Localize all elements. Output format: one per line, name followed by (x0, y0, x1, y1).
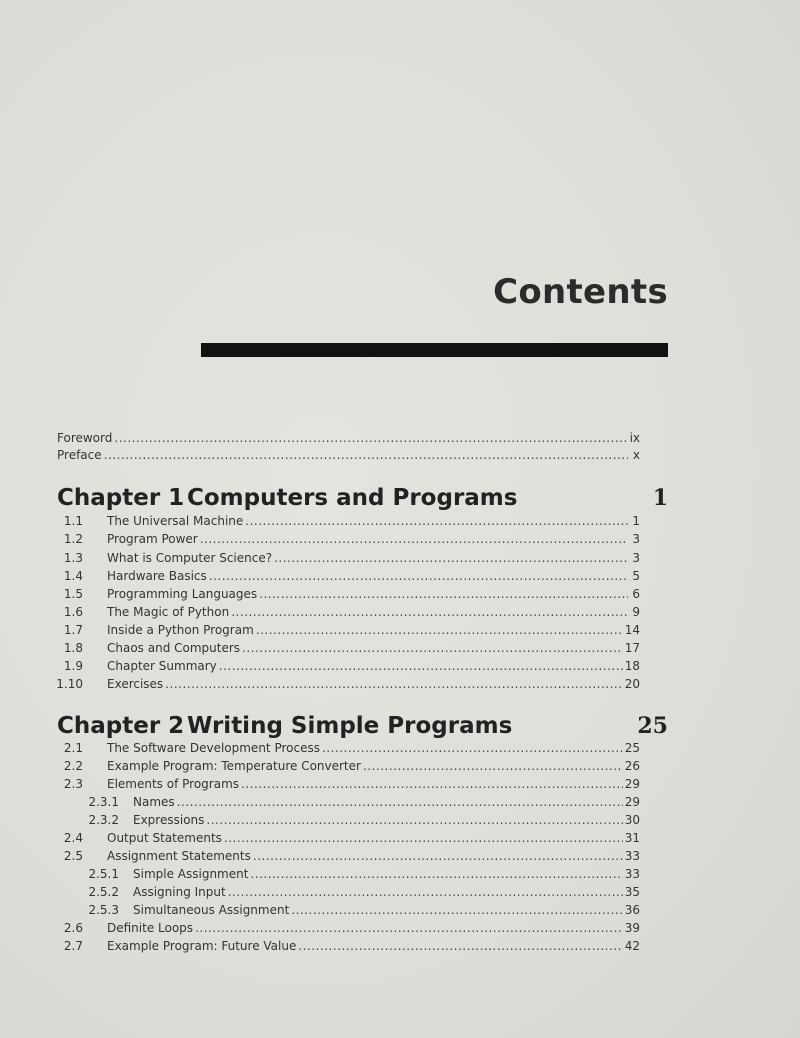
section-page: 33 (624, 867, 640, 881)
section-number: 1.1 (63, 514, 83, 528)
toc-entry-2-5-2[interactable] (55, 885, 640, 903)
section-number: 1.4 (63, 569, 83, 583)
dot-leader (195, 921, 623, 935)
toc-entry-1-5[interactable] (55, 587, 640, 605)
chapter-title: Computers and Programs (187, 485, 518, 511)
dot-leader (114, 431, 627, 445)
toc-entry-1-9[interactable] (55, 659, 640, 677)
dot-leader (200, 532, 628, 546)
toc-entry-2-7[interactable] (55, 939, 640, 957)
section-page: 39 (624, 921, 640, 935)
section-title: Example Program: Temperature Converter (107, 759, 361, 773)
section-number: 1.6 (63, 605, 83, 619)
section-page: 18 (624, 659, 640, 673)
chapter-title: Writing Simple Programs (187, 713, 513, 739)
section-page: 31 (624, 831, 640, 845)
dot-leader (274, 551, 628, 565)
toc-entry-1-1[interactable] (55, 514, 640, 532)
chapter-heading-2[interactable] (57, 713, 668, 741)
section-number: 1.8 (63, 641, 83, 655)
dot-leader (209, 569, 628, 583)
page-title: Contents (493, 272, 668, 312)
toc-entry-2-3-2[interactable] (55, 813, 640, 831)
section-number: 1.5 (63, 587, 83, 601)
toc-entry-2-5[interactable] (55, 849, 640, 867)
section-title: Chapter Summary (107, 659, 217, 673)
section-number: 2.2 (63, 759, 83, 773)
toc-entry-1-3[interactable] (55, 551, 640, 569)
section-page: 3 (632, 551, 640, 565)
section-number: 1.10 (56, 677, 83, 691)
entry-title: Preface (57, 448, 102, 462)
section-title: The Universal Machine (107, 514, 244, 528)
section-page: 29 (624, 777, 640, 791)
dot-leader (241, 777, 623, 791)
section-title: Simultaneous Assignment (133, 903, 290, 917)
entry-page: ix (629, 431, 640, 445)
toc-entry-2-4[interactable] (55, 831, 640, 849)
section-page: 36 (624, 903, 640, 917)
section-number: 2.3.1 (88, 795, 119, 809)
section-title: Example Program: Future Value (107, 939, 297, 953)
section-title: Definite Loops (107, 921, 194, 935)
section-title: Programming Languages (107, 587, 258, 601)
section-page: 35 (624, 885, 640, 899)
section-page: 3 (632, 532, 640, 546)
section-title: Assignment Statements (107, 849, 251, 863)
dot-leader (219, 659, 623, 673)
dot-leader (206, 813, 622, 827)
section-page: 14 (624, 623, 640, 637)
dot-leader (231, 605, 628, 619)
section-number: 2.5.1 (88, 867, 119, 881)
section-page: 42 (624, 939, 640, 953)
section-page: 29 (624, 795, 640, 809)
section-number: 2.5.3 (88, 903, 119, 917)
toc-entry-1-10[interactable] (55, 677, 640, 695)
toc-entry-1-4[interactable] (55, 569, 640, 587)
section-number: 1.2 (63, 532, 83, 546)
dot-leader (250, 867, 622, 881)
section-number: 1.7 (63, 623, 83, 637)
toc-entry-2-3-1[interactable] (55, 795, 640, 813)
toc-entry-1-6[interactable] (55, 605, 640, 623)
dot-leader (177, 795, 623, 809)
section-page: 30 (624, 813, 640, 827)
section-title: Simple Assignment (133, 867, 249, 881)
section-number: 2.3 (63, 777, 83, 791)
dot-leader (224, 831, 623, 845)
section-number: 2.7 (63, 939, 83, 953)
section-title: Hardware Basics (107, 569, 207, 583)
section-title: Program Power (107, 532, 198, 546)
dot-leader (259, 587, 628, 601)
section-title: Inside a Python Program (107, 623, 254, 637)
section-number: 2.1 (63, 741, 83, 755)
toc-entry-preface[interactable] (57, 448, 640, 466)
section-title: Elements of Programs (107, 777, 240, 791)
section-page: 9 (632, 605, 640, 619)
entry-page: x (632, 448, 640, 462)
section-title: The Software Development Process (107, 741, 320, 755)
title-rule (201, 343, 668, 357)
section-page: 26 (624, 759, 640, 773)
section-title: Output Statements (107, 831, 222, 845)
section-page: 5 (632, 569, 640, 583)
section-page: 33 (624, 849, 640, 863)
toc-entry-foreword[interactable] (57, 431, 640, 449)
toc-entry-1-2[interactable] (55, 532, 640, 550)
section-number: 2.3.2 (88, 813, 119, 827)
toc-entry-2-1[interactable] (55, 741, 640, 759)
section-title: What is Computer Science? (107, 551, 273, 565)
section-title: Assigning Input (133, 885, 226, 899)
chapter-page: 25 (637, 713, 668, 739)
toc-entry-1-8[interactable] (55, 641, 640, 659)
section-page: 17 (624, 641, 640, 655)
section-page: 6 (632, 587, 640, 601)
entry-title: Foreword (57, 431, 113, 445)
section-number: 2.5.2 (88, 885, 119, 899)
section-number: 1.3 (63, 551, 83, 565)
section-title: The Magic of Python (107, 605, 230, 619)
chapter-heading-1[interactable] (57, 485, 668, 513)
chapter-label: Chapter 2 (57, 713, 185, 739)
dot-leader (291, 903, 622, 917)
chapter-page: 1 (652, 485, 668, 511)
section-page: 25 (624, 741, 640, 755)
dot-leader (363, 759, 623, 773)
section-number: 2.5 (63, 849, 83, 863)
section-title: Names (133, 795, 175, 809)
dot-leader (256, 623, 623, 637)
toc-entry-2-5-1[interactable] (55, 867, 640, 885)
section-page: 20 (624, 677, 640, 691)
section-title: Chaos and Computers (107, 641, 241, 655)
section-title: Expressions (133, 813, 205, 827)
toc-entry-2-3[interactable] (55, 777, 640, 795)
dot-leader (242, 641, 623, 655)
dot-leader (322, 741, 623, 755)
dot-leader (253, 849, 623, 863)
dot-leader (228, 885, 623, 899)
dot-leader (104, 448, 628, 462)
section-page: 1 (632, 514, 640, 528)
dot-leader (165, 677, 623, 691)
toc-entry-2-6[interactable] (55, 921, 640, 939)
toc-entry-2-5-3[interactable] (55, 903, 640, 921)
section-title: Exercises (107, 677, 164, 691)
chapter-label: Chapter 1 (57, 485, 185, 511)
toc-entry-1-7[interactable] (55, 623, 640, 641)
toc-entry-2-2[interactable] (55, 759, 640, 777)
section-number: 2.6 (63, 921, 83, 935)
section-number: 1.9 (63, 659, 83, 673)
dot-leader (245, 514, 628, 528)
section-number: 2.4 (63, 831, 83, 845)
dot-leader (298, 939, 622, 953)
